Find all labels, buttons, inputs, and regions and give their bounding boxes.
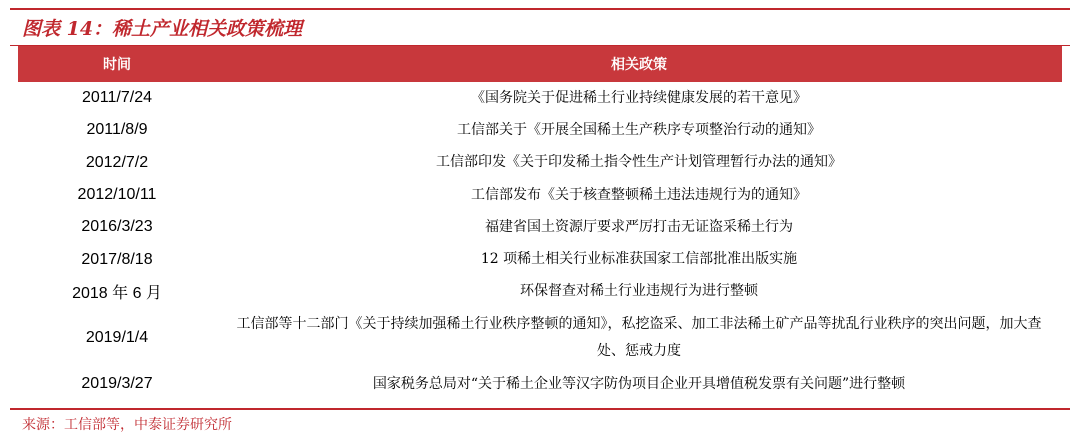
table-row (18, 114, 1062, 146)
table-row (18, 276, 1062, 308)
table-row (18, 308, 1062, 368)
row-time: 2019/3/27 (81, 375, 153, 393)
top-rule (10, 8, 1070, 10)
row-time: 2018 年 6 月 (72, 285, 162, 303)
header-policy: 相关政策 (611, 57, 667, 73)
row-policy: 《国务院关于促进稀土行业持续健康发展的若干意见》 (471, 89, 807, 106)
row-time: 2011/7/24 (82, 89, 152, 107)
table-row (18, 211, 1062, 243)
row-policy: 工信部关于《开展全国稀土生产秩序专项整治行动的通知》 (457, 121, 821, 138)
table-row (18, 82, 1062, 114)
row-policy: 工信部等十二部门《关于持续加强稀土行业秩序整顿的通知》，私挖盗采、加工非法稀土矿产品等扰乱行业秩序的突出问题，加大查处、惩戒力度 (236, 316, 1042, 360)
row-policy: 环保督查对稀土行业违规行为进行整顿 (520, 283, 758, 300)
header-time: 时间 (103, 57, 131, 73)
row-time: 2012/10/11 (77, 186, 157, 204)
source-note: 来源：工信部等，中泰证券研究所 (22, 417, 232, 433)
row-time: 2011/8/9 (86, 121, 148, 139)
row-policy: 国家税务总局对“关于稀土企业等汉字防伪项目企业开具增值税发票有关问题”进行整顿 (372, 375, 906, 392)
table-row (18, 243, 1062, 275)
row-time: 2019/1/4 (85, 329, 149, 347)
row-time: 2012/7/2 (85, 153, 149, 171)
bottom-rule (10, 408, 1070, 410)
table-row (18, 368, 1062, 400)
row-time: 2016/3/23 (81, 218, 153, 236)
policy-table (18, 46, 1062, 400)
row-policy: 12 项稀土相关行业标准获国家工信部批准出版实施 (480, 251, 798, 268)
row-time: 2017/8/18 (81, 250, 153, 268)
table-row (18, 179, 1062, 211)
row-policy: 工信部印发《关于印发稀土指令性生产计划管理暂行办法的通知》 (436, 154, 842, 171)
row-policy: 工信部发布《关于核查整顿稀土违法违规行为的通知》 (471, 186, 807, 203)
table-row (18, 147, 1062, 179)
figure-title: 图表 14：稀土产业相关政策梳理 (22, 18, 303, 40)
row-policy: 福建省国土资源厅要求严厉打击无证盗采稀土行为 (485, 218, 793, 235)
table-header (18, 46, 1062, 82)
